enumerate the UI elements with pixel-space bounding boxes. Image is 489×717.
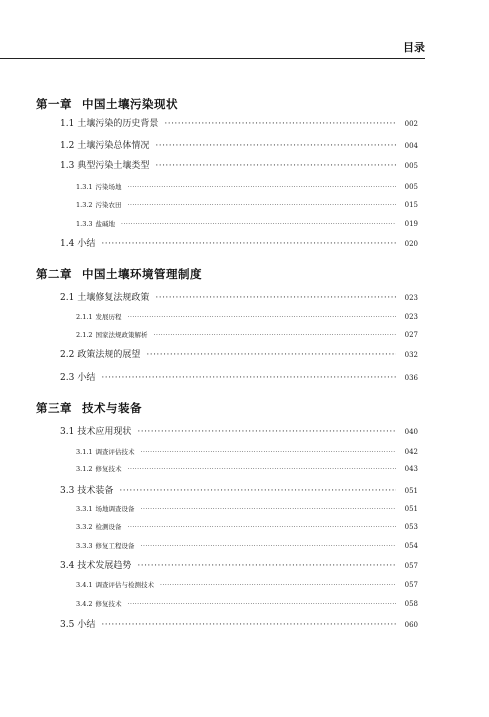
entry-title: 修复技术 <box>95 600 122 608</box>
entry-page-number: 057 <box>404 581 418 589</box>
dot-leader <box>128 523 396 531</box>
toc-section-entry[interactable] <box>60 290 418 303</box>
entry-number: 3.4 <box>60 561 75 571</box>
chapter-label: 第一章 <box>36 97 72 111</box>
dot-leader <box>101 239 396 249</box>
entry-page-number: 005 <box>404 183 418 191</box>
entry-page-number: 043 <box>404 465 418 473</box>
entry-title: 盐碱地 <box>95 220 116 228</box>
entry-number: 1.3.2 <box>76 201 93 209</box>
toc-section-entry[interactable] <box>60 347 418 360</box>
entry-number: 1.4 <box>60 239 75 249</box>
toc-subsection-entry[interactable] <box>76 504 418 513</box>
entry-page-number: 004 <box>404 142 418 150</box>
entry-number: 3.1.2 <box>76 465 93 473</box>
dot-leader <box>141 448 396 456</box>
toc-section-entry[interactable] <box>60 424 418 437</box>
chapter-title: 中国土壤污染现状 <box>82 97 178 111</box>
entry-page-number: 054 <box>404 542 418 550</box>
chapter-heading <box>36 266 202 282</box>
entry-page-number: 051 <box>404 487 418 495</box>
entry-page-number: 036 <box>404 374 418 382</box>
entry-number: 2.2 <box>60 350 75 360</box>
entry-title: 发展历程 <box>95 313 122 321</box>
entry-title: 典型污染土壤类型 <box>77 161 150 171</box>
chapter-title: 中国土壤环境管理制度 <box>82 267 202 281</box>
dot-leader <box>155 161 396 171</box>
entry-title: 小结 <box>77 239 96 249</box>
dot-leader <box>101 373 396 383</box>
page-header-title: 目录 <box>403 41 425 54</box>
entry-page-number: 019 <box>404 220 418 228</box>
toc-subsection-entry[interactable] <box>76 541 418 550</box>
entry-title: 技术装备 <box>77 486 114 496</box>
entry-page-number: 020 <box>404 240 418 248</box>
entry-page-number: 023 <box>404 294 418 302</box>
entry-title: 土壤污染总体情况 <box>77 141 150 151</box>
entry-number: 1.2 <box>60 141 75 151</box>
toc-section-entry[interactable] <box>60 236 418 249</box>
toc-section-entry[interactable] <box>60 116 418 129</box>
entry-title: 检测设备 <box>95 523 122 531</box>
entry-number: 2.1.1 <box>76 313 93 321</box>
toc-subsection-entry[interactable] <box>76 200 418 209</box>
entry-page-number: 005 <box>404 162 418 170</box>
entry-page-number: 032 <box>404 351 418 359</box>
dot-leader <box>128 183 396 191</box>
entry-page-number: 042 <box>404 448 418 456</box>
entry-title: 政策法规的展望 <box>77 350 141 360</box>
entry-title: 污染场地 <box>95 183 122 191</box>
toc-subsection-entry[interactable] <box>76 330 418 339</box>
entry-title: 土壤修复法规政策 <box>77 293 150 303</box>
entry-page-number: 057 <box>404 562 418 570</box>
entry-number: 2.1 <box>60 293 75 303</box>
entry-number: 3.4.1 <box>76 581 93 589</box>
toc-section-entry[interactable] <box>60 483 418 496</box>
chapter-heading <box>36 96 178 112</box>
dot-leader <box>146 350 396 360</box>
entry-page-number: 060 <box>404 621 418 629</box>
dot-leader <box>164 119 396 129</box>
toc-subsection-entry[interactable] <box>76 182 418 191</box>
entry-title: 小结 <box>77 620 96 630</box>
chapter-title: 技术与装备 <box>82 401 142 415</box>
toc-section-entry[interactable] <box>60 158 418 171</box>
entry-title: 国家法规政策解析 <box>95 331 148 339</box>
entry-title: 技术应用现状 <box>77 427 132 437</box>
entry-number: 3.1.1 <box>76 448 93 456</box>
entry-number: 3.3.1 <box>76 505 93 513</box>
chapter-label: 第三章 <box>36 401 72 415</box>
entry-number: 2.1.2 <box>76 331 93 339</box>
entry-number: 1.3 <box>60 161 75 171</box>
chapter-label: 第二章 <box>36 267 72 281</box>
entry-number: 3.3 <box>60 486 75 496</box>
dot-leader <box>119 486 396 496</box>
entry-title: 调查评估与检测技术 <box>95 581 155 589</box>
entry-title: 技术发展趋势 <box>77 561 132 571</box>
dot-leader <box>155 141 396 151</box>
toc-subsection-entry[interactable] <box>76 580 418 589</box>
entry-title: 修复工程设备 <box>95 542 135 550</box>
toc-subsection-entry[interactable] <box>76 464 418 473</box>
entry-page-number: 002 <box>404 120 418 128</box>
dot-leader <box>101 620 396 630</box>
dot-leader <box>128 201 396 209</box>
toc-subsection-entry[interactable] <box>76 312 418 321</box>
toc-section-entry[interactable] <box>60 370 418 383</box>
chapter-heading <box>36 400 142 416</box>
entry-number: 2.3 <box>60 373 75 383</box>
entry-title: 小结 <box>77 373 96 383</box>
dot-leader <box>128 465 396 473</box>
entry-number: 3.5 <box>60 620 75 630</box>
entry-number: 3.3.3 <box>76 542 93 550</box>
dot-leader <box>141 505 396 513</box>
entry-title: 污染农田 <box>95 201 122 209</box>
entry-title: 场地调查设备 <box>95 505 135 513</box>
toc-subsection-entry[interactable] <box>76 522 418 531</box>
dot-leader <box>154 331 396 339</box>
dot-leader <box>137 561 396 571</box>
toc-subsection-entry[interactable] <box>76 447 418 456</box>
toc-section-entry[interactable] <box>60 138 418 151</box>
toc-subsection-entry[interactable] <box>76 599 418 608</box>
dot-leader <box>160 581 396 589</box>
entry-title: 土壤污染的历史背景 <box>77 119 159 129</box>
entry-number: 1.1 <box>60 119 75 129</box>
dot-leader <box>128 313 396 321</box>
entry-page-number: 023 <box>404 313 418 321</box>
entry-page-number: 027 <box>404 331 418 339</box>
entry-number: 3.1 <box>60 427 75 437</box>
entry-number: 3.3.2 <box>76 523 93 531</box>
dot-leader <box>121 220 396 228</box>
entry-number: 1.3.1 <box>76 183 93 191</box>
entry-title: 修复技术 <box>95 465 122 473</box>
dot-leader <box>141 542 396 550</box>
entry-title: 调查评估技术 <box>95 448 135 456</box>
entry-page-number: 040 <box>404 428 418 436</box>
dot-leader <box>155 293 396 303</box>
dot-leader <box>137 427 396 437</box>
toc-subsection-entry[interactable] <box>76 219 418 228</box>
entry-page-number: 015 <box>404 201 418 209</box>
entry-page-number: 051 <box>404 505 418 513</box>
entry-number: 1.3.3 <box>76 220 93 228</box>
toc-section-entry[interactable] <box>60 558 418 571</box>
dot-leader <box>128 600 396 608</box>
entry-number: 3.4.2 <box>76 600 93 608</box>
toc-section-entry[interactable] <box>60 617 418 630</box>
entry-page-number: 058 <box>404 600 418 608</box>
entry-page-number: 053 <box>404 523 418 531</box>
